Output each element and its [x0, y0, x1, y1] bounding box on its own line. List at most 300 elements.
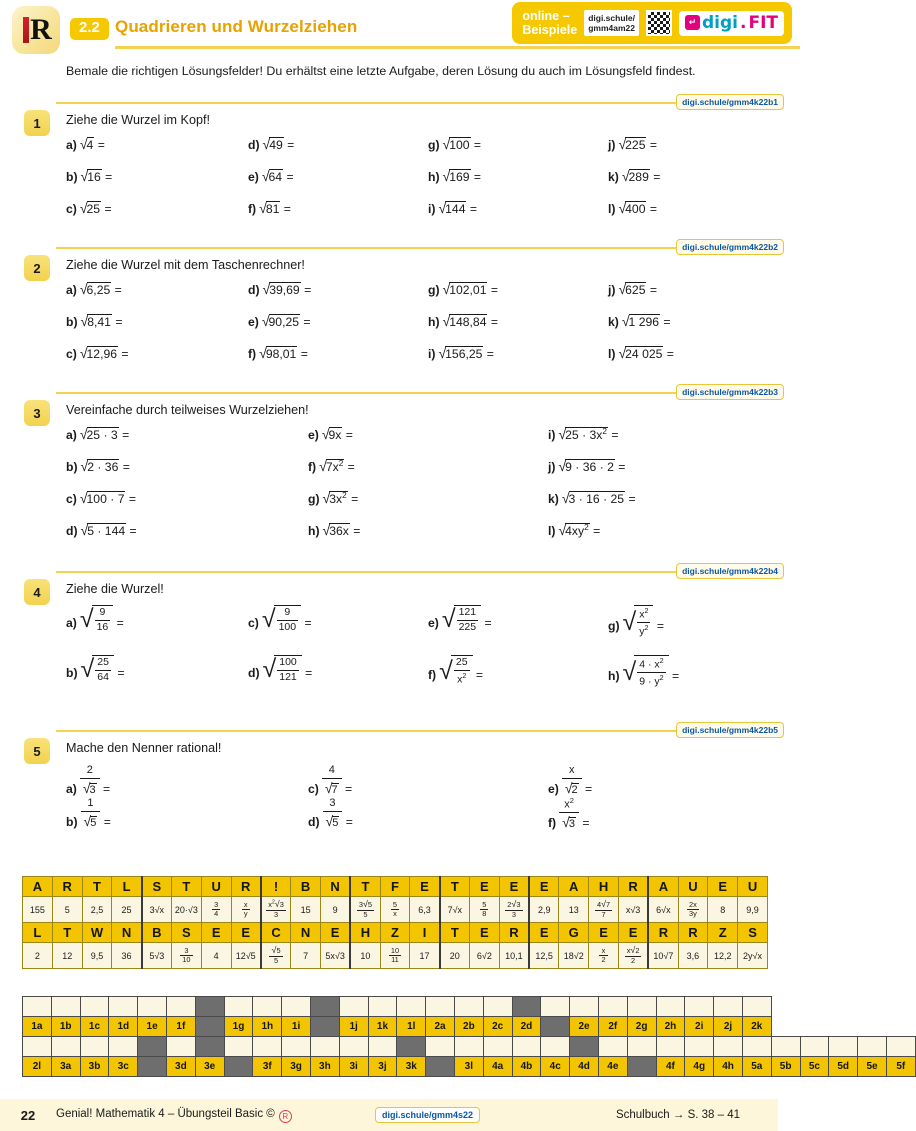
grid-cell[interactable]: 4e [598, 1056, 628, 1077]
grid-cell[interactable]: 2d [512, 1016, 542, 1037]
answer-value-cell[interactable]: 2,9 [529, 897, 559, 923]
answer-letter-cell[interactable]: U [201, 877, 231, 897]
item-label: c) [66, 202, 77, 216]
grid-cell[interactable]: 2j [713, 1016, 743, 1037]
grid-cell[interactable] [713, 996, 743, 1017]
item-expression: √8,41 = [80, 313, 123, 329]
exercise-item [66, 345, 129, 361]
answer-value-cell[interactable]: 9,5 [82, 943, 112, 969]
footer-textbook-ref: Schulbuch → S. 38 – 41 [615, 1109, 740, 1121]
grid-cell[interactable] [483, 1036, 513, 1057]
grid-cell[interactable]: 3d [166, 1056, 196, 1077]
answer-value-cell[interactable]: 2 [23, 943, 53, 969]
grid-cell[interactable]: 3j [368, 1056, 398, 1077]
answer-letter-cell[interactable]: H [589, 877, 619, 897]
grid-cell[interactable]: 4h [713, 1056, 743, 1077]
item-expression: √ $\frac{4 \cdot x^2}{9 \cdot y^2}$ = [622, 657, 680, 688]
answer-value-cell[interactable]: 3√x [142, 897, 172, 923]
answer-value-cell[interactable]: 20·√3 [171, 897, 201, 923]
grid-cell[interactable]: 4c [540, 1056, 570, 1077]
grid-cell[interactable] [627, 1036, 657, 1057]
answer-value-cell[interactable]: 3,6 [678, 943, 708, 969]
grid-cell[interactable]: 3b [80, 1056, 110, 1077]
grid-cell[interactable]: 3l [454, 1056, 484, 1077]
grid-cell[interactable] [886, 1036, 916, 1057]
answer-value-cell[interactable]: $\frac{5}{x}$ [380, 897, 410, 923]
answer-letter-cell[interactable]: N [112, 923, 142, 943]
item-label: b) [66, 460, 78, 474]
item-expression: $√25 \cdot 3x^2$ = [558, 426, 619, 443]
answer-value-cell[interactable]: 36 [112, 943, 142, 969]
grid-cell[interactable] [368, 1036, 398, 1057]
exercise-item [428, 136, 481, 152]
grid-cell[interactable] [656, 1036, 686, 1057]
grid-cell[interactable]: 3g [281, 1056, 311, 1077]
answer-letter-cell[interactable]: R [499, 923, 529, 943]
grid-cell[interactable] [166, 996, 196, 1017]
answer-letter-cell[interactable]: E [589, 923, 619, 943]
grid-cell[interactable]: 4a [483, 1056, 513, 1077]
answer-letter-cell[interactable]: R [648, 923, 678, 943]
grid-cell[interactable]: 2l [22, 1056, 52, 1077]
grid-cell[interactable] [108, 996, 138, 1017]
answer-letter-cell[interactable]: E [410, 877, 440, 897]
grid-cell[interactable] [713, 1036, 743, 1057]
answer-value-cell[interactable]: 17 [410, 943, 440, 969]
grid-cell[interactable]: 5c [800, 1056, 830, 1077]
answer-letter-cell[interactable]: R [618, 877, 648, 897]
item-label: i) [428, 347, 436, 361]
grid-cell[interactable] [281, 1036, 311, 1057]
item-expression: $√4xy^2$ = [558, 522, 601, 539]
answer-value-cell[interactable]: 18√2 [559, 943, 589, 969]
answer-letter-cell[interactable]: I [410, 923, 440, 943]
answer-letter-cell[interactable]: S [171, 923, 201, 943]
answer-value-cell[interactable]: 6√x [648, 897, 678, 923]
answer-value-cell[interactable]: 5 [52, 897, 82, 923]
exercise-title: Mache den Nenner rational! [66, 741, 222, 755]
item-expression: √24 025 = [618, 345, 674, 361]
grid-cell[interactable] [684, 1036, 714, 1057]
answer-letter-cell[interactable]: ! [261, 877, 291, 897]
grid-cell[interactable]: 1h [252, 1016, 282, 1037]
answer-letter-cell[interactable]: F [380, 877, 410, 897]
grid-cell[interactable] [80, 996, 110, 1017]
answer-letter-cell[interactable]: B [142, 923, 172, 943]
grid-cell[interactable] [281, 996, 311, 1017]
answer-value-cell[interactable]: 13 [559, 897, 589, 923]
exercise-item [66, 605, 124, 634]
exercise-item [428, 168, 481, 184]
grid-cell[interactable]: 2b [454, 1016, 484, 1037]
grid-cell[interactable]: 5e [857, 1056, 887, 1077]
digifit-brand-fit: FIT [748, 12, 778, 33]
grid-cell[interactable]: 3i [339, 1056, 369, 1077]
digifit-logo[interactable] [679, 11, 784, 36]
item-label: b) [66, 814, 78, 829]
answer-letter-cell[interactable]: L [23, 923, 53, 943]
item-expression: √25 = [79, 200, 112, 216]
exercise-item [608, 655, 679, 689]
grid-cell[interactable] [396, 1036, 426, 1057]
grid-cell[interactable] [166, 1036, 196, 1057]
grid-cell[interactable]: 4b [512, 1056, 542, 1077]
answer-letter-cell[interactable]: N [320, 877, 350, 897]
exercise-title: Vereinfache durch teilweises Wurzelziehen! [66, 403, 309, 417]
answer-value-cell[interactable]: 8 [708, 897, 738, 923]
grid-cell[interactable] [195, 996, 225, 1017]
answer-letter-cell[interactable]: T [440, 877, 470, 897]
grid-cell[interactable] [828, 1036, 858, 1057]
grid-cell[interactable] [22, 1036, 52, 1057]
item-label: f) [248, 202, 257, 216]
grid-cell[interactable] [800, 1036, 830, 1057]
answer-letter-cell[interactable]: E [499, 877, 529, 897]
answer-value-cell[interactable]: $\frac{x√2}{2}$ [618, 943, 648, 969]
answer-value-cell[interactable]: $\frac{x}{2}$ [589, 943, 619, 969]
grid-cell[interactable] [540, 1016, 570, 1037]
item-expression: √90,25 = [261, 313, 311, 329]
exercise-code-badge[interactable]: digi.schule/gmm4k22b5 [676, 722, 784, 738]
grid-cell[interactable]: 1e [137, 1016, 167, 1037]
answer-value-cell[interactable]: 12√5 [231, 943, 261, 969]
item-expression: √9 · 36 · 2 = [558, 458, 626, 474]
grid-cell[interactable] [569, 996, 599, 1017]
answer-letter-cell[interactable]: E [529, 923, 559, 943]
item-expression: $\frac{x}{√2}$ = [562, 782, 592, 796]
grid-cell[interactable] [425, 1036, 455, 1057]
answer-value-cell[interactable]: $\frac{2x}{3y}$ [678, 897, 708, 923]
answer-letter-cell[interactable]: E [618, 923, 648, 943]
grid-cell[interactable] [339, 1036, 369, 1057]
grid-cell[interactable] [540, 996, 570, 1017]
grid-cell[interactable]: 5f [886, 1056, 916, 1077]
grid-cell[interactable]: 2i [684, 1016, 714, 1037]
grid-cell[interactable]: 2k [742, 1016, 772, 1037]
grid-cell[interactable] [137, 996, 167, 1017]
answer-value-cell[interactable]: 4 [201, 943, 231, 969]
online-examples-badge[interactable] [512, 2, 792, 44]
item-label: h) [608, 668, 620, 683]
grid-cell[interactable]: 3f [252, 1056, 282, 1077]
grid-cell[interactable] [310, 1016, 340, 1037]
grid-cell[interactable]: 2h [656, 1016, 686, 1037]
answer-value-cell[interactable]: 12,5 [529, 943, 559, 969]
grid-cell[interactable] [454, 1036, 484, 1057]
answer-letter-cell[interactable]: R [52, 877, 82, 897]
grid-cell[interactable] [598, 1036, 628, 1057]
answer-letter-cell[interactable]: H [350, 923, 380, 943]
grid-cell[interactable] [483, 996, 513, 1017]
answer-value-cell[interactable]: 155 [23, 897, 53, 923]
exercise-item [608, 136, 657, 152]
exercise-item [66, 168, 112, 184]
grid-cell[interactable]: 1c [80, 1016, 110, 1037]
grid-cell[interactable] [368, 996, 398, 1017]
exercise-number: 3 [24, 400, 50, 426]
grid-cell[interactable] [742, 996, 772, 1017]
grid-cell[interactable] [771, 1036, 801, 1057]
exercise-item [308, 522, 360, 538]
grid-cell[interactable] [310, 1036, 340, 1057]
exercise-code-badge[interactable]: digi.schule/gmm4k22b3 [676, 384, 784, 400]
grid-cell[interactable] [195, 1036, 225, 1057]
answer-value-cell[interactable]: 2,5 [82, 897, 112, 923]
publisher-logo [12, 6, 60, 54]
grid-cell[interactable] [656, 996, 686, 1017]
answer-letter-cell[interactable]: C [261, 923, 291, 943]
grid-cell[interactable]: 5d [828, 1056, 858, 1077]
item-expression: √100 · 7 = [79, 490, 136, 506]
answer-letter-cell[interactable]: E [708, 877, 738, 897]
exercise-code-badge[interactable]: digi.schule/gmm4k22b2 [676, 239, 784, 255]
answer-letter-cell[interactable]: T [52, 923, 82, 943]
grid-cell[interactable] [252, 996, 282, 1017]
answer-value-cell[interactable]: 5x√3 [320, 943, 350, 969]
answer-value-cell[interactable]: 10√7 [648, 943, 678, 969]
grid-cell[interactable]: 3a [51, 1056, 81, 1077]
grid-cell[interactable]: 1g [224, 1016, 254, 1037]
answer-value-cell[interactable]: 7√x [440, 897, 470, 923]
grid-cell[interactable] [627, 996, 657, 1017]
grid-cell[interactable] [224, 1056, 254, 1077]
answer-letter-cell[interactable]: E [469, 923, 499, 943]
answer-letter-cell[interactable]: N [291, 923, 321, 943]
grid-cell[interactable] [569, 1036, 599, 1057]
grid-cell[interactable] [598, 996, 628, 1017]
item-expression: √36x = [322, 522, 361, 538]
grid-cell[interactable]: 3k [396, 1056, 426, 1077]
answer-letter-cell[interactable]: E [231, 923, 261, 943]
grid-cell[interactable]: 4g [684, 1056, 714, 1077]
answer-value-cell[interactable]: 9,9 [738, 897, 768, 923]
answer-letter-cell[interactable]: R [231, 877, 261, 897]
page-title: Quadrieren und Wurzelziehen [115, 17, 358, 36]
exercise-item [308, 490, 358, 506]
item-label: a) [66, 138, 77, 152]
answer-value-cell[interactable]: $\frac{10}{11}$ [380, 943, 410, 969]
answer-value-row [23, 943, 768, 969]
answer-letter-cell[interactable]: L [112, 877, 142, 897]
grid-cell[interactable] [51, 996, 81, 1017]
footer-edge [778, 1099, 800, 1131]
grid-cell[interactable] [425, 1056, 455, 1077]
answer-letter-cell[interactable]: W [82, 923, 112, 943]
item-label: a) [66, 781, 77, 796]
grid-cell[interactable]: 1l [396, 1016, 426, 1037]
answer-value-cell[interactable]: $\frac{2√3}{3}$ [499, 897, 529, 923]
item-label: d) [248, 138, 260, 152]
grid-cell[interactable] [627, 1056, 657, 1077]
online-badge-label [522, 9, 577, 37]
answer-value-cell[interactable]: $\frac{5}{8}$ [469, 897, 499, 923]
grid-cell[interactable]: 1d [108, 1016, 138, 1037]
exercise-item [248, 655, 312, 684]
item-label: e) [548, 781, 559, 796]
grid-cell[interactable] [224, 996, 254, 1017]
grid-cell[interactable]: 2a [425, 1016, 455, 1037]
grid-cell[interactable]: 4d [569, 1056, 599, 1077]
grid-cell[interactable]: 4f [656, 1056, 686, 1077]
page-number: 22 [20, 1107, 36, 1123]
grid-cell[interactable] [137, 1056, 167, 1077]
grid-cell[interactable]: 3c [108, 1056, 138, 1077]
exercise-code-badge[interactable]: digi.schule/gmm4k22b4 [676, 563, 784, 579]
exercise-item [308, 458, 355, 474]
answer-value-cell[interactable]: $\frac{√5}{5}$ [261, 943, 291, 969]
answer-letter-cell[interactable]: B [291, 877, 321, 897]
answer-letter-cell[interactable]: U [738, 877, 768, 897]
grid-cell[interactable] [195, 1016, 225, 1037]
item-label: h) [428, 170, 440, 184]
grid-cell[interactable] [22, 996, 52, 1017]
item-expression: √98,01 = [259, 345, 308, 361]
answer-letter-cell[interactable]: E [529, 877, 559, 897]
grid-cell[interactable]: 5b [771, 1056, 801, 1077]
answer-letter-cell[interactable]: T [350, 877, 380, 897]
answer-letter-cell[interactable]: S [142, 877, 172, 897]
grid-cell[interactable] [310, 996, 340, 1017]
answer-value-cell[interactable]: 2y√x [738, 943, 768, 969]
grid-cell[interactable]: 5a [742, 1056, 772, 1077]
grid-cell[interactable]: 1b [51, 1016, 81, 1037]
exercise-item [548, 426, 619, 442]
answer-letter-cell[interactable]: E [320, 923, 350, 943]
grid-cell[interactable] [742, 1036, 772, 1057]
answer-letter-cell[interactable]: Z [380, 923, 410, 943]
answer-letter-cell[interactable]: T [440, 923, 470, 943]
answer-letter-cell[interactable]: S [738, 923, 768, 943]
item-label: b) [66, 315, 78, 329]
grid-cell[interactable] [137, 1036, 167, 1057]
answer-value-cell[interactable]: $\frac{3}{4}$ [201, 897, 231, 923]
grid-cell[interactable] [425, 996, 455, 1017]
item-label: d) [248, 283, 260, 297]
grid-cell[interactable] [51, 1036, 81, 1057]
grid-cell[interactable]: 1k [368, 1016, 398, 1037]
exercise-item [248, 136, 294, 152]
item-expression: √81 = [259, 200, 291, 216]
answer-letter-cell[interactable]: U [678, 877, 708, 897]
item-label: e) [428, 616, 439, 631]
grid-cell[interactable] [396, 996, 426, 1017]
grid-cell[interactable] [454, 996, 484, 1017]
grid-cell[interactable]: 1f [166, 1016, 196, 1037]
answer-value-cell[interactable]: 15 [291, 897, 321, 923]
grid-cell[interactable] [252, 1036, 282, 1057]
answer-letter-cell[interactable]: G [559, 923, 589, 943]
answer-letter-cell[interactable]: E [201, 923, 231, 943]
answer-letter-cell[interactable]: A [23, 877, 53, 897]
item-expression: √ $\frac{25}{64}$ = [80, 655, 125, 684]
answer-letter-cell[interactable]: T [171, 877, 201, 897]
item-label: d) [248, 666, 260, 681]
item-expression: √100 = [442, 136, 482, 152]
answer-value-cell[interactable]: $\frac{x}{y}$ [231, 897, 261, 923]
answer-letter-cell[interactable]: T [82, 877, 112, 897]
grid-cell[interactable]: 2g [627, 1016, 657, 1037]
grid-cell[interactable] [108, 1036, 138, 1057]
item-expression: √ $\frac{25}{x^2}$ = [439, 656, 484, 686]
grid-cell[interactable]: 1j [339, 1016, 369, 1037]
answer-value-cell[interactable]: 12,2 [708, 943, 738, 969]
footer-code-badge[interactable]: digi.schule/gmm4s22 [375, 1107, 480, 1123]
grid-cell[interactable] [224, 1036, 254, 1057]
answer-value-cell[interactable]: $\frac{x^2√3}{3}$ [261, 897, 291, 923]
answer-value-cell[interactable]: 5√3 [142, 943, 172, 969]
item-expression: √2 · 36 = [80, 458, 130, 474]
exercise-item [66, 200, 112, 216]
grid-cell[interactable]: 1a [22, 1016, 52, 1037]
item-label: e) [308, 428, 319, 442]
answer-value-cell[interactable]: 25 [112, 897, 142, 923]
answer-letter-cell[interactable]: A [648, 877, 678, 897]
exercise-divider [56, 730, 678, 732]
grid-cell[interactable]: 1i [281, 1016, 311, 1037]
answer-value-cell[interactable]: $\frac{3}{10}$ [171, 943, 201, 969]
answer-value-cell[interactable]: 10 [350, 943, 380, 969]
answer-value-cell[interactable]: x√3 [618, 897, 648, 923]
answer-value-cell[interactable]: 20 [440, 943, 470, 969]
grid-cell[interactable] [540, 1036, 570, 1057]
item-label: e) [248, 315, 259, 329]
qr-code-icon[interactable] [646, 10, 672, 36]
answer-letter-cell[interactable]: R [678, 923, 708, 943]
answer-value-cell[interactable]: 10,1 [499, 943, 529, 969]
item-label: i) [428, 202, 436, 216]
exercise-number: 5 [24, 738, 50, 764]
grid-cell[interactable]: 2f [598, 1016, 628, 1037]
answer-value-cell[interactable]: 6,3 [410, 897, 440, 923]
grid-cell[interactable] [512, 1036, 542, 1057]
item-label: c) [308, 781, 319, 796]
grid-cell[interactable] [684, 996, 714, 1017]
grid-cell[interactable] [512, 996, 542, 1017]
exercise-item [308, 764, 352, 796]
answer-letter-cell[interactable]: Z [708, 923, 738, 943]
exercise-item [66, 764, 110, 796]
answer-value-cell[interactable]: 7 [291, 943, 321, 969]
online-code-line2: gmm4am22 [588, 23, 635, 33]
answer-value-cell[interactable]: $\frac{4√7}{7}$ [589, 897, 619, 923]
answer-value-row [23, 897, 768, 923]
grid-cell[interactable] [80, 1036, 110, 1057]
grid-cell[interactable]: 3h [310, 1056, 340, 1077]
grid-cell[interactable] [339, 996, 369, 1017]
logo-letter: R [30, 13, 49, 46]
grid-cell[interactable]: 2c [483, 1016, 513, 1037]
item-expression: √4 = [79, 136, 105, 152]
item-expression: $√7x^2$ = [319, 458, 355, 475]
item-expression: √3 · 16 · 25 = [561, 490, 636, 506]
answer-value-cell[interactable]: $\frac{3√5}{5}$ [350, 897, 380, 923]
grid-cell[interactable]: 3e [195, 1056, 225, 1077]
item-label: h) [428, 315, 440, 329]
exercise-item [428, 200, 477, 216]
item-label: a) [66, 616, 77, 631]
answer-value-cell[interactable]: 9 [320, 897, 350, 923]
answer-value-cell[interactable]: 12 [52, 943, 82, 969]
exercise-code-badge[interactable]: digi.schule/gmm4k22b1 [676, 94, 784, 110]
exercise-item [428, 655, 483, 686]
grid-cell[interactable] [857, 1036, 887, 1057]
exercise-item [308, 797, 353, 829]
answer-value-cell[interactable]: 6√2 [469, 943, 499, 969]
grid-cell[interactable]: 2e [569, 1016, 599, 1037]
answer-letter-cell[interactable]: E [469, 877, 499, 897]
exercise-item [66, 281, 122, 297]
answer-letter-cell[interactable]: A [559, 877, 589, 897]
